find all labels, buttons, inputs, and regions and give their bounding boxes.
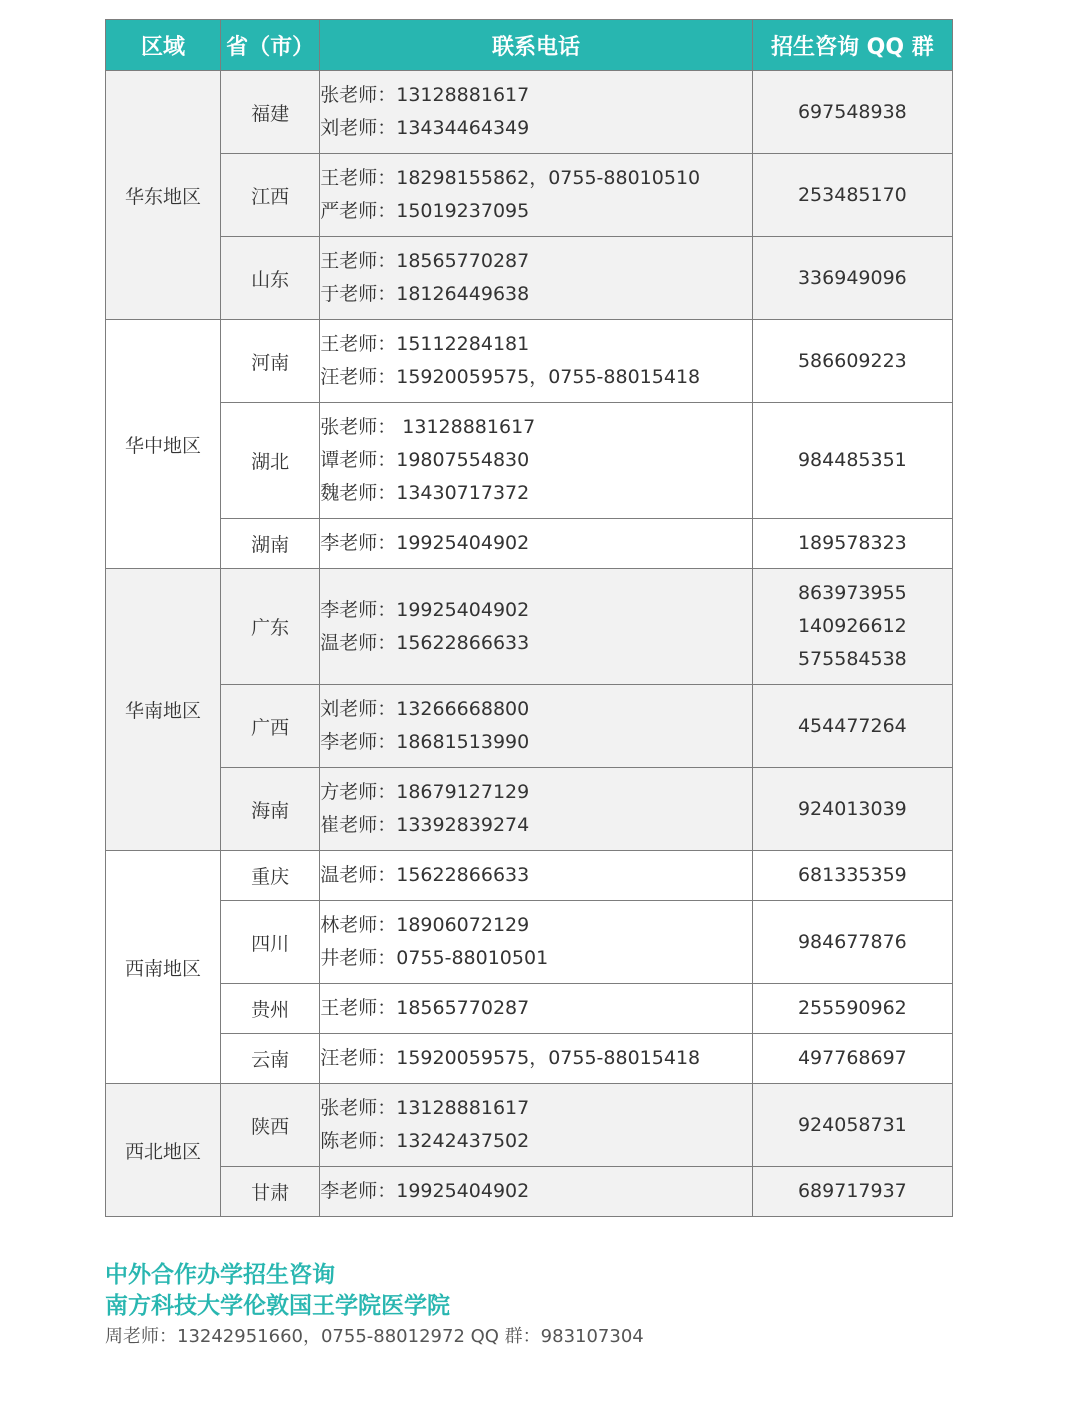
region-cell: 西北地区 — [106, 1084, 221, 1217]
qq-group-number: 336949096 — [797, 266, 907, 289]
phone-cell — [320, 237, 753, 320]
phone-contact: 刘老师：13434464349 — [320, 117, 530, 139]
province-cell: 河南 — [221, 320, 320, 403]
phone-contact: 陈老师：13242437502 — [320, 1130, 530, 1152]
province-cell: 广东 — [221, 569, 320, 685]
table-row — [106, 1167, 953, 1217]
province-cell: 四川 — [221, 901, 320, 984]
phone-contact: 王老师：18298155862，0755-88010510 — [320, 167, 701, 189]
phone-contact: 李老师：19925404902 — [320, 598, 530, 621]
qq-group-number: 586609223 — [797, 349, 907, 372]
province-cell: 海南 — [221, 768, 320, 851]
admissions-contact-table — [105, 19, 953, 1217]
qq-group-number: 984677876 — [797, 930, 907, 953]
table-row — [106, 1034, 953, 1084]
qq-group-number: 454477264 — [797, 714, 907, 737]
phone-contact: 魏老师：13430717372 — [320, 482, 530, 504]
phone-contact: 张老师：13128881617 — [320, 84, 530, 106]
phone-cell — [320, 685, 753, 768]
qq-group-cell — [752, 237, 952, 320]
province-cell: 甘肃 — [221, 1167, 320, 1217]
qq-group-number: 689717937 — [797, 1180, 907, 1202]
phone-contact: 汪老师：15920059575，0755-88015418 — [320, 366, 701, 388]
header-region: 区域 — [106, 20, 221, 71]
table-row — [106, 851, 953, 901]
phone-contact: 王老师：15112284181 — [320, 333, 530, 355]
header-qq-group: 招生咨询 QQ 群 — [752, 20, 952, 71]
phone-contact: 汪老师：15920059575，0755-88015418 — [320, 1047, 701, 1069]
table-row — [106, 569, 953, 685]
phone-cell — [320, 851, 753, 901]
province-cell: 湖北 — [221, 403, 320, 519]
province-cell: 湖南 — [221, 519, 320, 569]
phone-contact: 林老师：18906072129 — [320, 914, 530, 936]
header-phone: 联系电话 — [320, 20, 753, 71]
table-row — [106, 1084, 953, 1167]
region-cell: 华中地区 — [106, 320, 221, 569]
qq-group-cell — [752, 851, 952, 901]
province-cell: 福建 — [221, 71, 320, 154]
footer-title-school: 南方科技大学伦敦国王学院医学院 — [105, 1293, 450, 1319]
phone-contact: 严老师：15019237095 — [320, 200, 530, 222]
qq-group-cell — [752, 984, 952, 1034]
qq-group-cell — [752, 768, 952, 851]
qq-group-number: 924058731 — [797, 1113, 907, 1136]
phone-contact: 张老师： 13128881617 — [320, 416, 536, 438]
qq-group-cell — [752, 901, 952, 984]
header-province: 省（市） — [221, 20, 320, 71]
phone-cell — [320, 519, 753, 569]
qq-group-cell — [752, 403, 952, 519]
qq-group-cell — [752, 1167, 952, 1217]
qq-group-number: 984485351 — [797, 449, 907, 471]
phone-cell — [320, 768, 753, 851]
table-row — [106, 71, 953, 154]
qq-group-cell — [752, 1034, 952, 1084]
table-row — [106, 320, 953, 403]
qq-group-number: 863973955 — [797, 582, 907, 604]
phone-contact: 温老师：15622866633 — [320, 864, 530, 886]
province-cell: 重庆 — [221, 851, 320, 901]
province-cell: 贵州 — [221, 984, 320, 1034]
qq-group-cell — [752, 71, 952, 154]
phone-cell — [320, 1034, 753, 1084]
phone-contact: 张老师：13128881617 — [320, 1097, 530, 1119]
footer-contact-info: 周老师：13242951660，0755-88012972 QQ 群：983107304 — [105, 1326, 644, 1347]
phone-contact: 崔老师：13392839274 — [320, 814, 530, 836]
region-cell: 华南地区 — [106, 569, 221, 851]
qq-group-number: 697548938 — [797, 100, 907, 123]
province-cell: 云南 — [221, 1034, 320, 1084]
province-cell: 陕西 — [221, 1084, 320, 1167]
phone-contact: 王老师：18565770287 — [320, 250, 530, 272]
qq-group-cell — [752, 320, 952, 403]
footer-title-program: 中外合作办学招生咨询 — [105, 1262, 335, 1288]
region-cell: 西南地区 — [106, 851, 221, 1084]
phone-contact: 于老师：18126449638 — [320, 283, 530, 305]
table-body — [106, 71, 953, 1217]
phone-contact: 李老师：19925404902 — [320, 1180, 530, 1202]
table-row — [106, 154, 953, 237]
qq-group-number: 253485170 — [797, 183, 907, 206]
phone-contact: 王老师：18565770287 — [320, 997, 530, 1019]
table-row — [106, 519, 953, 569]
qq-group-number: 189578323 — [797, 532, 907, 554]
phone-cell — [320, 71, 753, 154]
phone-contact: 井老师：0755-88010501 — [320, 947, 549, 969]
qq-group-cell — [752, 519, 952, 569]
qq-group-number: 681335359 — [797, 864, 907, 886]
qq-group-number: 575584538 — [797, 648, 907, 670]
qq-group-cell — [752, 1084, 952, 1167]
phone-contact: 李老师：19925404902 — [320, 532, 530, 554]
phone-cell — [320, 154, 753, 237]
phone-contact: 李老师：18681513990 — [320, 731, 530, 753]
province-cell: 江西 — [221, 154, 320, 237]
phone-cell — [320, 901, 753, 984]
phone-cell — [320, 403, 753, 519]
table-row — [106, 237, 953, 320]
table-row — [106, 901, 953, 984]
qq-group-number: 924013039 — [797, 797, 907, 820]
province-cell: 山东 — [221, 237, 320, 320]
table-row — [106, 685, 953, 768]
qq-group-cell — [752, 685, 952, 768]
table-header-row — [106, 20, 953, 71]
qq-group-number: 497768697 — [797, 1047, 907, 1069]
phone-cell — [320, 569, 753, 685]
phone-cell — [320, 1167, 753, 1217]
qq-group-cell — [752, 154, 952, 237]
table-row — [106, 984, 953, 1034]
table-row — [106, 403, 953, 519]
region-cell: 华东地区 — [106, 71, 221, 320]
phone-contact: 刘老师：13266668800 — [320, 698, 530, 720]
phone-contact: 温老师：15622866633 — [320, 631, 530, 654]
phone-contact: 谭老师：19807554830 — [320, 449, 530, 471]
phone-contact: 方老师：18679127129 — [320, 781, 530, 803]
qq-group-number: 255590962 — [797, 997, 907, 1019]
qq-group-cell — [752, 569, 952, 685]
phone-cell — [320, 1084, 753, 1167]
phone-cell — [320, 984, 753, 1034]
qq-group-number: 140926612 — [797, 615, 907, 637]
phone-cell — [320, 320, 753, 403]
province-cell: 广西 — [221, 685, 320, 768]
table-row — [106, 768, 953, 851]
